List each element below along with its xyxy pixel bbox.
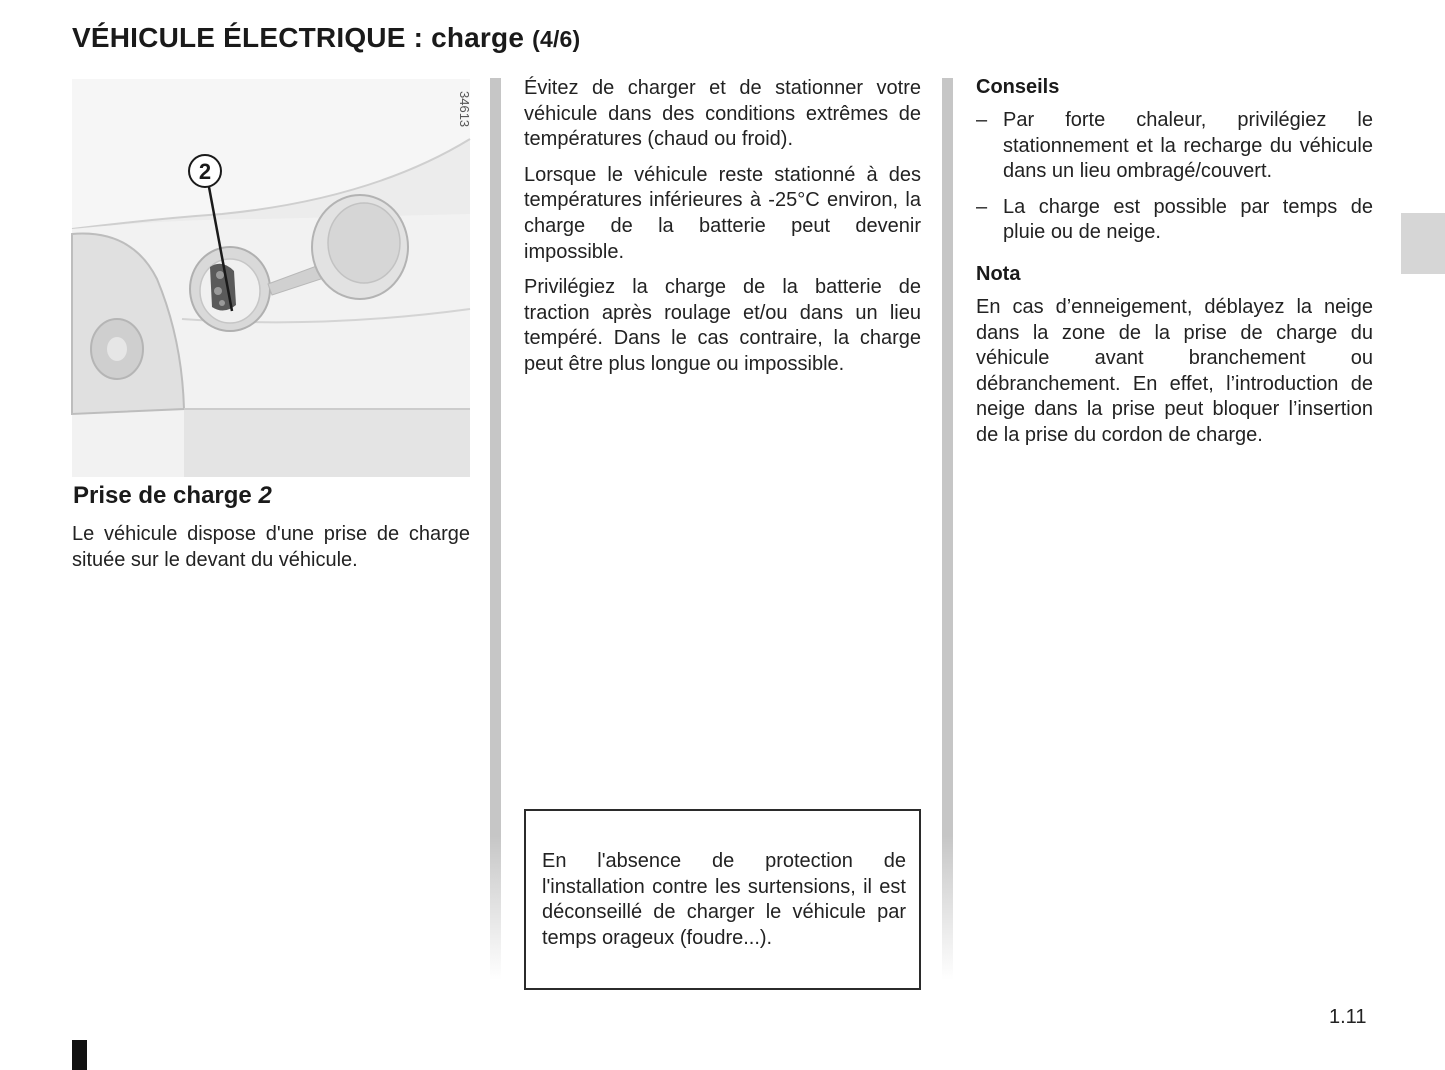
paragraph: Privilégiez la charge de la batterie de traction après roulage et/ou dans un lieu tempéré. Dans le cas contraire, la charge peut être plus longue ou impossible. <box>524 276 921 375</box>
column-left <box>72 482 470 583</box>
page-number: 1.11 <box>1329 1006 1367 1028</box>
column-divider <box>942 78 953 980</box>
page-title-text: VÉHICULE ÉLECTRIQUE : charge <box>72 22 525 53</box>
note-heading: Nota <box>976 262 1021 285</box>
tip-item: – Par forte chaleur, privilégiez le stationnement et la recharge du véhicule dans un lieu ombragé/couvert. <box>976 108 1373 185</box>
column-middle <box>524 76 921 388</box>
tips-heading: Conseils <box>976 76 1060 98</box>
paragraph: Le véhicule dispose d'une prise de charge située sur le devant du véhicule. <box>72 523 470 571</box>
callout-number: 2 <box>198 159 212 184</box>
charging-socket-illustration <box>72 79 470 477</box>
heading-text: Prise de charge <box>73 482 252 509</box>
note-text: En cas d’enneigement, déblayez la neige dans la zone de la prise de charge du véhicule avant branchement ou débranchement. En effet, l’introduction de neige dans la prise peut bloquer l’insertion de la prise du cordon de charge. <box>976 295 1373 446</box>
tip-item: – La charge est possible par temps de pluie ou de neige. <box>976 195 1373 246</box>
heading-reference: 2 <box>258 482 272 509</box>
figure-reference-number: 34613 <box>457 91 472 128</box>
section-heading-charging-socket <box>73 482 470 510</box>
warning-notice-box <box>524 809 921 990</box>
page-title-part: (4/6) <box>532 26 581 52</box>
paragraph: Évitez de charger et de stationner votre véhicule dans des conditions extrêmes de températures (chaud ou froid). <box>524 77 921 151</box>
page-title <box>72 22 580 54</box>
notice-text: En l'absence de protection de l'installation contre les surtensions, il est déconseillé de charger le véhicule par temps orageux (foudre...). <box>542 850 906 949</box>
print-mark <box>72 1040 87 1070</box>
column-divider <box>490 78 501 980</box>
column-right <box>976 76 1373 459</box>
section-tab-marker <box>1401 213 1445 274</box>
paragraph: Lorsque le véhicule reste stationné à des températures inférieures à -25°C environ, la charge de la batterie peut devenir impossible. <box>524 163 921 263</box>
